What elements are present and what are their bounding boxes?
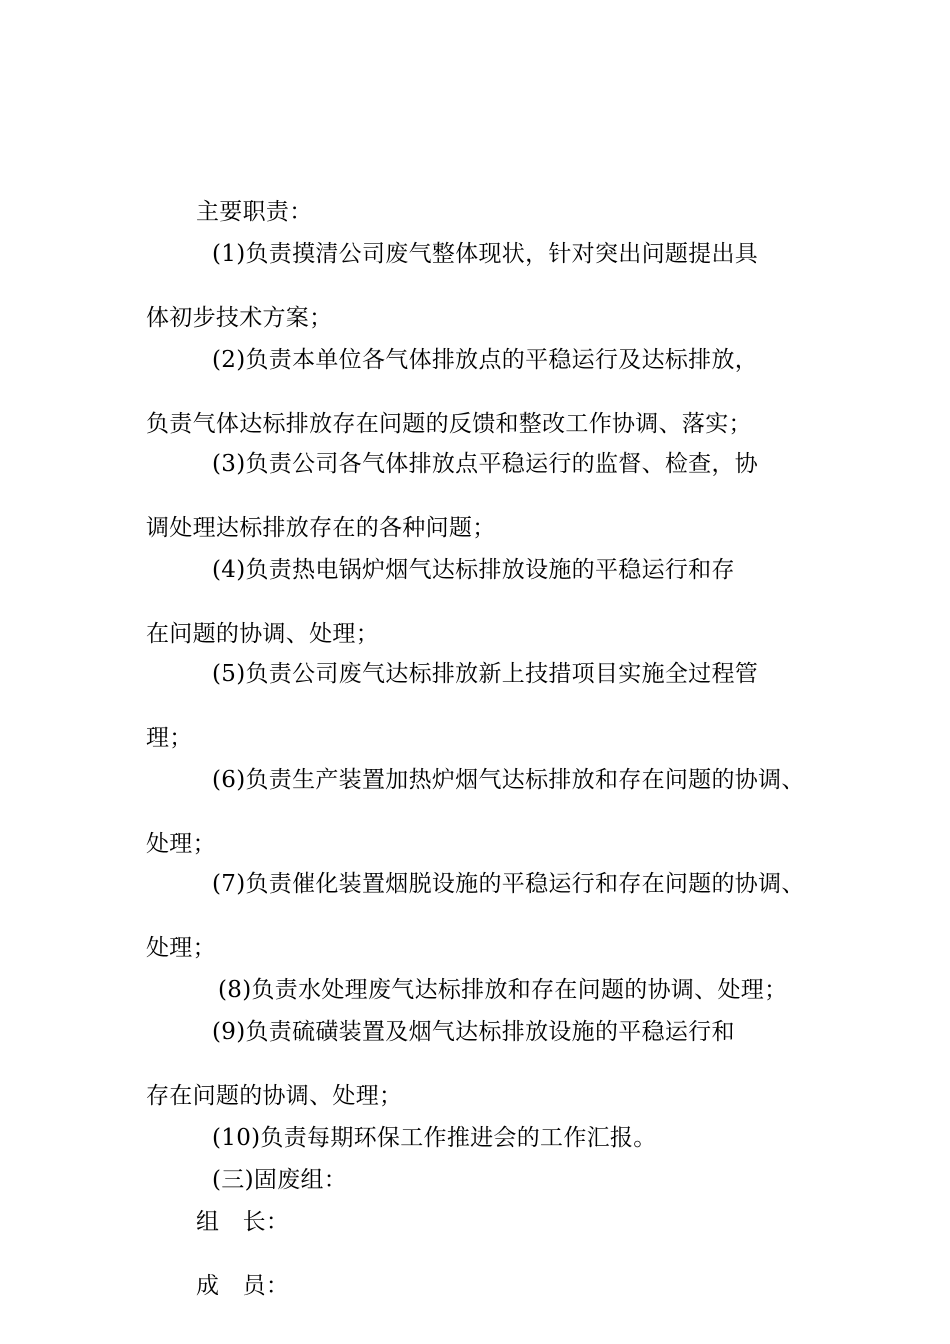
item-3-line-2: 调处理达标排放存在的各种问题； (146, 515, 496, 541)
item-7-line-2: 处理； (146, 935, 216, 961)
group-heading: (三)固废组： (212, 1167, 348, 1193)
item-8-line-1: (8)负责水处理废气达标排放和存在问题的协调、处理； (218, 977, 788, 1003)
item-3-line-1: (3)负责公司各气体排放点平稳运行的监督、检查，协 (212, 451, 759, 477)
item-9-line-1: (9)负责硫磺装置及烟气达标排放设施的平稳运行和 (212, 1019, 735, 1045)
item-2-line-1: (2)负责本单位各气体排放点的平稳运行及达标排放， (212, 347, 759, 373)
member-label: 成 员： (196, 1273, 290, 1299)
item-1-line-2: 体初步技术方案； (146, 305, 333, 331)
item-4-line-2: 在问题的协调、处理； (146, 621, 379, 647)
item-9-line-2: 存在问题的协调、处理； (146, 1083, 403, 1109)
section-heading: 主要职责： (196, 199, 313, 225)
item-5-line-1: (5)负责公司废气达标排放新上技措项目实施全过程管 (212, 661, 759, 687)
item-10-line-1: (10)负责每期环保工作推进会的工作汇报。 (212, 1125, 657, 1151)
item-4-line-1: (4)负责热电锅炉烟气达标排放设施的平稳运行和存 (212, 557, 735, 583)
item-7-line-1: (7)负责催化装置烟脱设施的平稳运行和存在问题的协调、 (212, 871, 805, 897)
item-6-line-1: (6)负责生产装置加热炉烟气达标排放和存在问题的协调、 (212, 767, 805, 793)
item-1-line-1: (1)负责摸清公司废气整体现状，针对突出问题提出具 (212, 241, 759, 267)
item-2-line-2: 负责气体达标排放存在问题的反馈和整改工作协调、落实； (146, 411, 752, 437)
item-6-line-2: 处理； (146, 831, 216, 857)
leader-label: 组 长： (196, 1209, 290, 1235)
item-5-line-2: 理； (146, 725, 193, 751)
